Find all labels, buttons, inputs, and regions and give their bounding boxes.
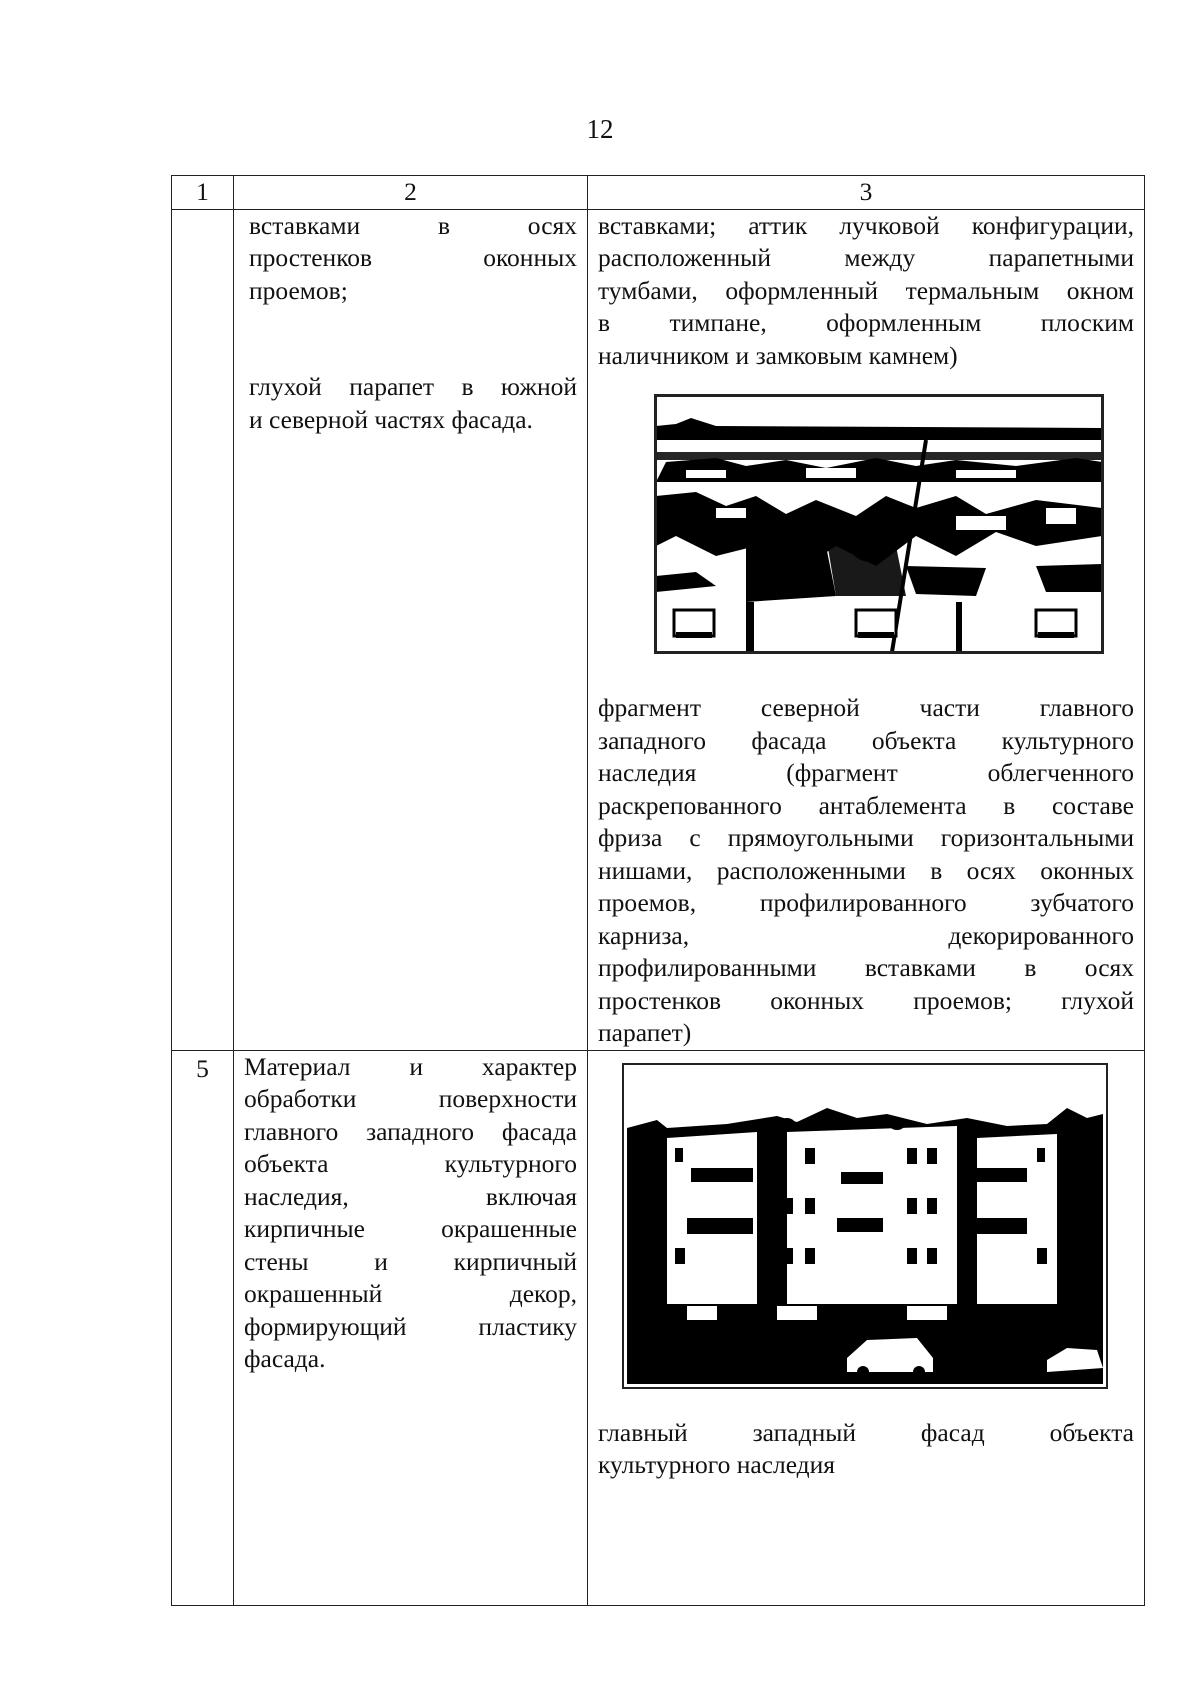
row-number-cell: 5 — [172, 1050, 234, 1605]
text-line: в тимпане, оформленным плоским — [598, 308, 1134, 337]
facade-fragment-photo — [654, 394, 1104, 654]
text-line: карниза, декорированного — [598, 920, 1134, 950]
text-line: вставками в осях — [249, 210, 577, 240]
header-cell-3: 3 — [588, 176, 1145, 210]
text-line: главный западный фасад объекта — [598, 1417, 1134, 1447]
page-number: 12 — [586, 114, 614, 144]
text-line: вставками; аттик лучковой конфигурации, — [598, 210, 1134, 240]
header-cell-2: 2 — [234, 176, 588, 210]
text-line: раскрепованного антаблемента в составе — [598, 790, 1134, 820]
row-number-cell — [172, 209, 234, 1050]
text-line: окрашенный декор, — [244, 1279, 577, 1308]
header-cell-1: 1 — [172, 176, 234, 210]
illustration-cell — [588, 1050, 1145, 1605]
text-line: глухой парапет в южной — [249, 372, 577, 401]
text-line: стены и кирпичный — [244, 1246, 577, 1276]
monument-features-table — [171, 175, 1145, 1606]
text-line: проемов; — [249, 275, 348, 305]
text-line: нишами, расположенными в осях оконных — [598, 855, 1134, 885]
text-line: формирующий пластику — [244, 1311, 577, 1341]
text-line: проемов, профилированного зубчатого — [598, 888, 1134, 917]
table-header-row — [172, 176, 1145, 210]
text-line: расположенный между парапетными — [598, 243, 1134, 272]
main-west-facade-photo — [627, 1068, 1103, 1384]
text-line: обработки поверхности — [244, 1084, 577, 1113]
text-line: культурного наследия — [598, 1450, 836, 1479]
text-line: главного западного фасада — [244, 1116, 577, 1146]
text-line: простенков оконных проемов; глухой — [598, 985, 1134, 1015]
text-line: тумбами, оформленный термальным окном — [598, 275, 1134, 305]
illustration-cell — [588, 209, 1145, 1050]
text-line: профилированными вставками в осях — [598, 953, 1134, 982]
text-line: западного фасада объекта культурного — [598, 725, 1134, 755]
photo-frame — [622, 1063, 1108, 1389]
text-line: фрагмент северной части главного — [598, 693, 1134, 722]
table-row-5 — [172, 1050, 1145, 1605]
text-line: кирпичные окрашенные — [244, 1214, 577, 1243]
text-line: наследия, включая — [244, 1181, 577, 1211]
text-line: фасада. — [244, 1344, 326, 1373]
text-line: объекта культурного — [244, 1149, 577, 1178]
text-line: и северной частях фасада. — [249, 404, 533, 434]
text-line: наследия (фрагмент облегченного — [598, 758, 1134, 787]
feature-description-cell — [234, 1050, 588, 1605]
text-line: парапет) — [598, 1018, 692, 1047]
table-row-continuation — [172, 209, 1145, 1050]
feature-description-cell — [234, 209, 588, 1050]
text-line: наличником и замковым камнем) — [598, 340, 958, 370]
text-line: Материал и характер — [244, 1051, 577, 1081]
text-line: фриза с прямоугольными горизонтальными — [598, 823, 1134, 852]
text-line: простенков оконных — [249, 243, 577, 272]
